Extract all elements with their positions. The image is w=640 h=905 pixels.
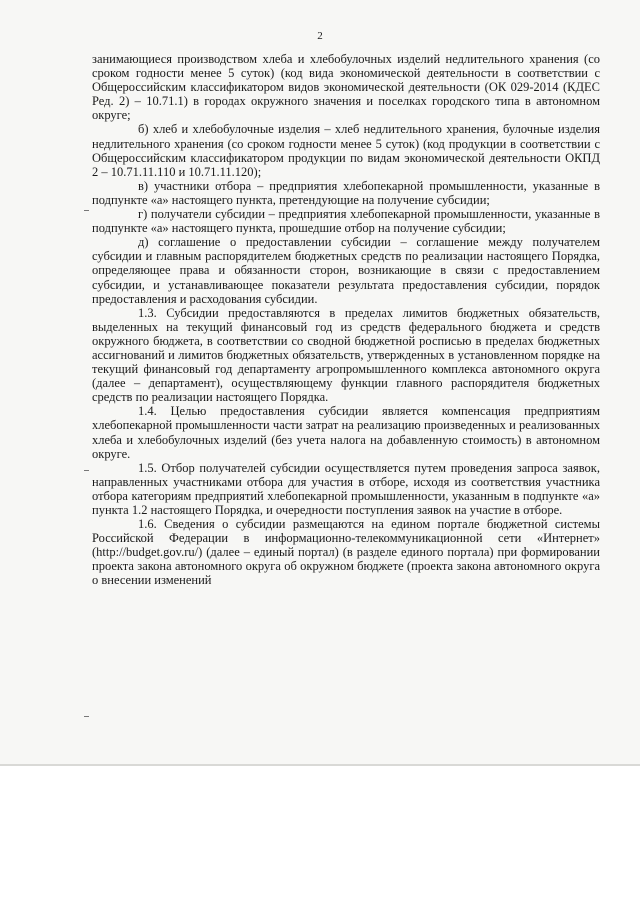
scan-margin-mark — [84, 716, 89, 717]
scan-bottom-edge — [0, 764, 640, 766]
paragraph-continuation: занимающиеся производством хлеба и хлебобулочных изделий недлительного хранения (со сроком годности менее 5 суток) (код вида экономической деятельности в соответствии с Общероссийским классификатором видов экономической деятельности (ОК 029-2014 (КДЕС Ред. 2) – 10.71.1) в городах окружного значения и поселках городского типа в автономном округе; — [92, 52, 600, 123]
paragraph-item-g: г) получатели субсидии – предприятия хлебопекарной промышленности, указанные в подпункте «а» настоящего пункта, прошедшие отбор на получение субсидии; — [92, 207, 600, 236]
scan-margin-mark — [84, 470, 89, 471]
paragraph-1-3: 1.3. Субсидии предоставляются в пределах лимитов бюджетных обязательств, выделенных на текущий финансовый год из средств федерального бюджета и средств окружного бюджета, в соответствии со сводной бюджетной росписью в пределах бюджетных ассигнований и лимитов бюджетных обязательств, утвержденных в установленном порядке на текущий финансовый год департаменту агропромышленного комплекса автономного округа (далее – департамент), осуществляющему функции главного распорядителя бюджетных средств по реализации настоящего Порядка. — [92, 305, 600, 405]
paragraph-item-b: б) хлеб и хлебобулочные изделия – хлеб недлительного хранения, булочные изделия недлительного хранения (со сроком годности менее 5 суток) (код продукции в соответствии с Общероссийским классификатором продукции по видам экономической деятельности ОКПД 2 – 10.71.11.110 и 10.71.11.120); — [92, 122, 600, 179]
paragraph-item-d: д) соглашение о предоставлении субсидии – соглашение между получателем субсидии и главным распорядителем бюджетных средств по реализации настоящего Порядка, определяющее права и обязанности сторон, возникающие в связи с предоставлением субсидии, и устанавливающее показатели результата предоставления субсидии, порядок предоставления и расходования субсидии. — [92, 235, 600, 306]
paragraph-1-4: 1.4. Целью предоставления субсидии является компенсация предприятиям хлебопекарной промышленности части затрат на реализацию произведенных и реализованных хлеба и хлебобулочных изделий (без учета налога на добавленную стоимость) в автономном округе. — [92, 404, 600, 461]
page-number: 2 — [317, 30, 323, 42]
paragraph-1-6: 1.6. Сведения о субсидии размещаются на едином портале бюджетной системы Российской Федерации в информационно-телекоммуникационной сети «Интернет» (http://budget.gov.ru/) (далее – единый портал) (в разделе единого портала) при формировании проекта закона автономного округа об окружном бюджете (проекта закона автономного округа о внесении изменений — [92, 517, 600, 588]
document-body — [92, 52, 600, 588]
scan-margin-mark — [84, 210, 89, 211]
paragraph-item-v: в) участники отбора – предприятия хлебопекарной промышленности, указанные в подпункте «а» настоящего пункта, претендующие на получение субсидии; — [92, 178, 600, 207]
paragraph-1-5: 1.5. Отбор получателей субсидии осуществляется путем проведения запроса заявок, направленных участниками отбора для участия в отборе, исходя из соответствия участника отбора категориям предприятий хлебопекарной промышленности, указанным в подпункте «а» пункта 1.2 настоящего Порядка, и очередности поступления заявок на участие в отборе. — [92, 460, 600, 517]
